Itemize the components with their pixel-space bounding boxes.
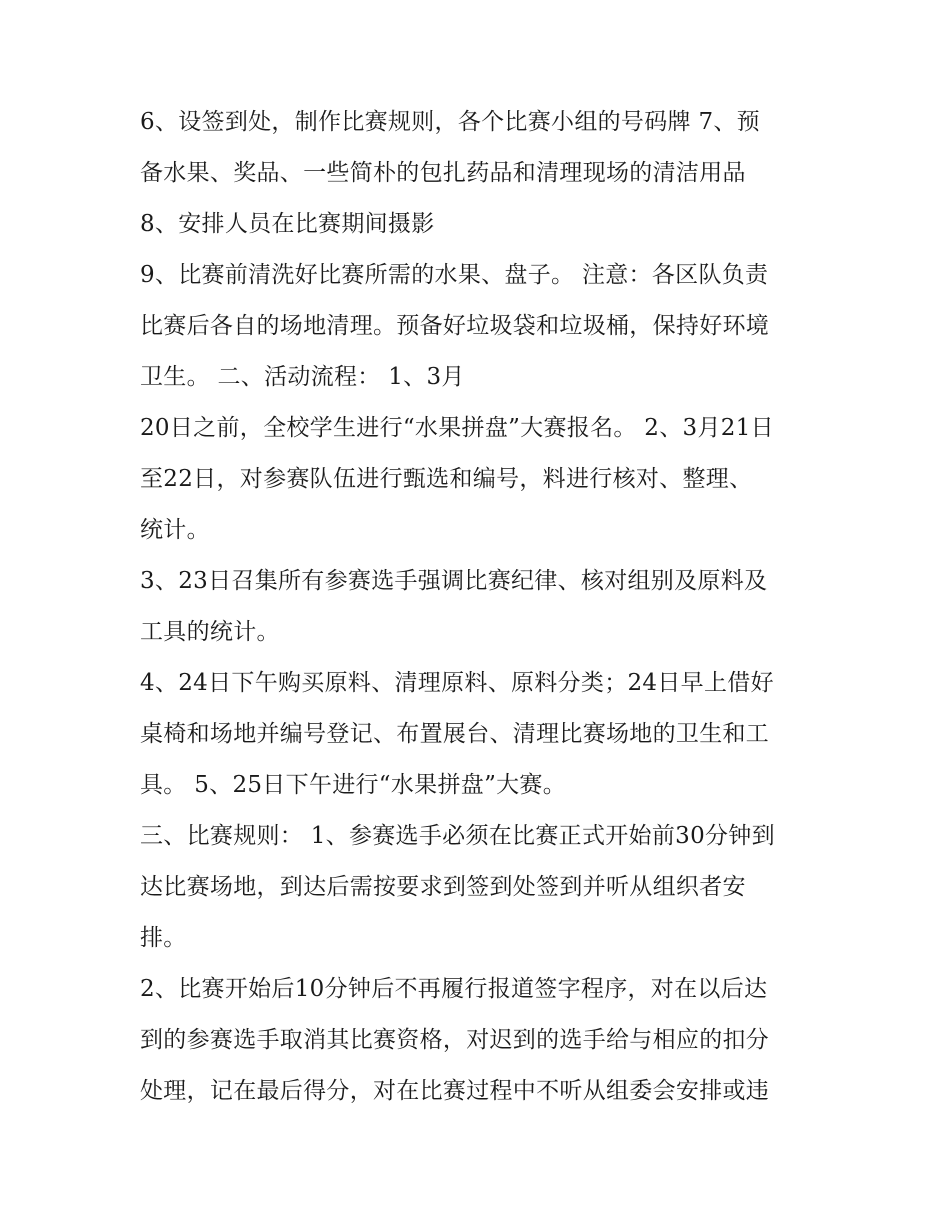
text-line: 20日之前，全校学生进行“水果拼盘”大赛报名。 2、3月21日: [140, 415, 774, 441]
text-line: 桌椅和场地并编号登记、布置展台、清理比赛场地的卫生和工: [140, 721, 770, 747]
text-line: 统计。: [140, 517, 210, 543]
text-line: 比赛后各自的场地清理。预备好垃圾袋和垃圾桶，保持好环境: [140, 313, 770, 339]
text-line: 至22日，对参赛队伍进行甄选和编号，料进行核对、整理、: [140, 466, 753, 492]
text-line: 三、比赛规则： 1、参赛选手必须在比赛正式开始前30分钟到: [140, 823, 775, 849]
text-line: 处理，记在最后得分，对在比赛过程中不听从组委会安排或违: [140, 1078, 770, 1104]
text-line: 8、安排人员在比赛期间摄影: [140, 211, 435, 237]
text-line: 达比赛场地，到达后需按要求到签到处签到并听从组织者安: [140, 874, 746, 900]
text-line: 卫生。 二、活动流程： 1、3月: [140, 364, 465, 390]
text-line: 3、23日召集所有参赛选手强调比赛纪律、核对组别及原料及: [140, 568, 768, 594]
text-line: 2、比赛开始后10分钟后不再履行报道签字程序，对在以后达: [140, 976, 768, 1002]
text-line: 4、24日下午购买原料、清理原料、原料分类；24日早上借好: [140, 670, 774, 696]
text-line: 到的参赛选手取消其比赛资格，对迟到的选手给与相应的扣分: [140, 1027, 770, 1053]
text-line: 排。: [140, 925, 187, 951]
text-line: 6、设签到处，制作比赛规则，各个比赛小组的号码牌 7、预: [140, 109, 760, 135]
text-line: 工具的统计。: [140, 619, 280, 645]
text-line: 9、比赛前清洗好比赛所需的水果、盘子。 注意：各区队负责: [140, 262, 769, 288]
text-line: 具。 5、25日下午进行“水果拼盘”大赛。: [140, 772, 567, 798]
text-line: 备水果、奖品、一些简朴的包扎药品和清理现场的清洁用品: [140, 160, 746, 186]
